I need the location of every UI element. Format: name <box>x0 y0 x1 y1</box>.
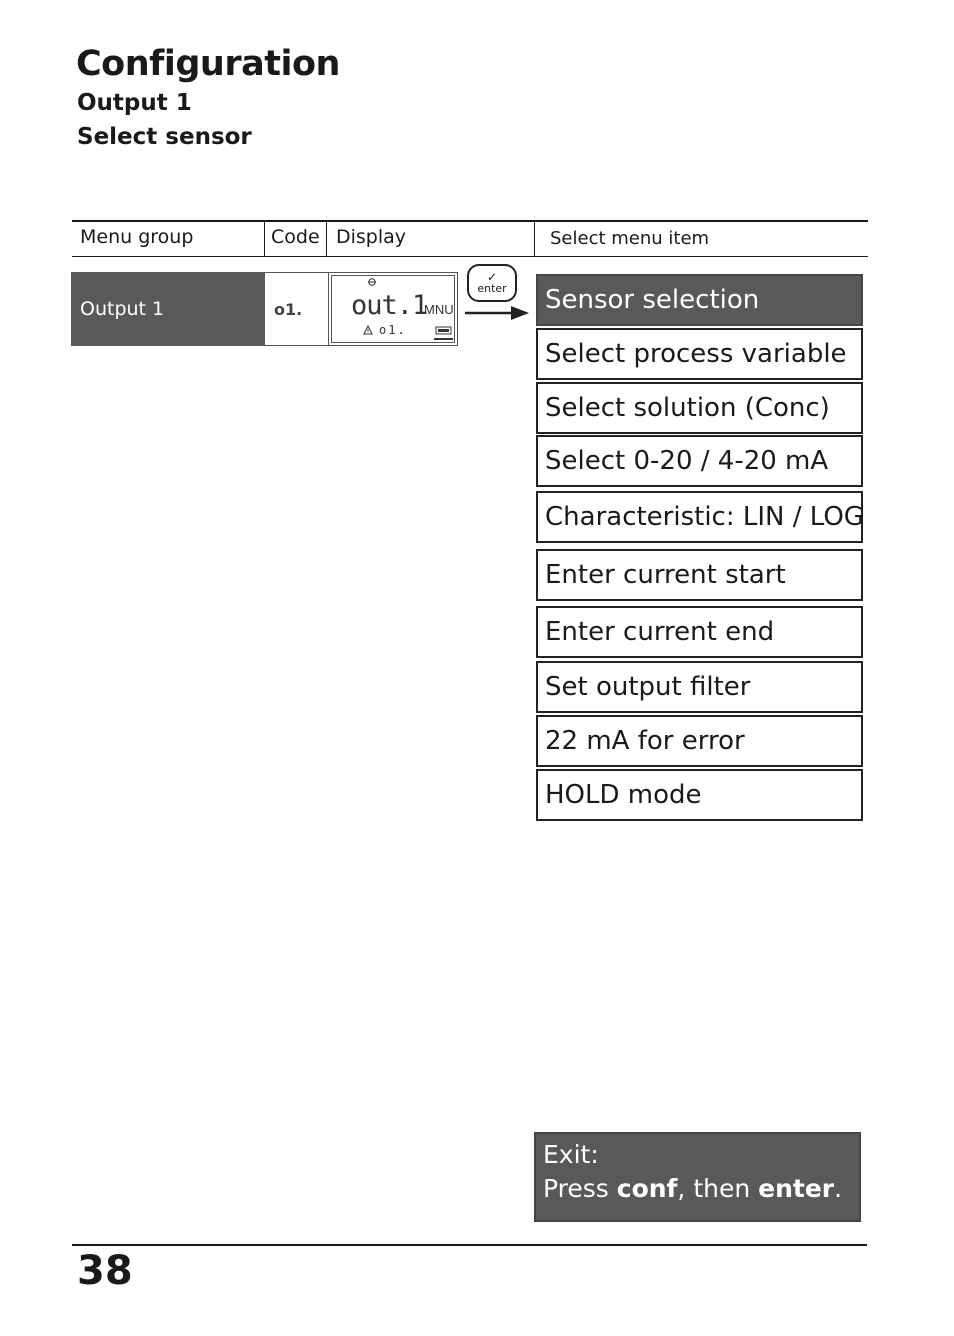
table-header-rule <box>72 256 868 257</box>
lcd-main-text: out.1 <box>351 290 428 321</box>
menu-item-label: 22 mA for error <box>545 726 745 756</box>
column-header-select-menu-item: Select menu item <box>550 228 710 249</box>
lcd-sub-text: o1. <box>379 323 407 337</box>
lcd-graphic <box>332 276 454 342</box>
menu-group-cell <box>71 272 265 346</box>
menu-item-22ma-for-error[interactable] <box>536 715 863 767</box>
exit-heading: Exit: <box>543 1140 599 1169</box>
column-divider <box>264 221 265 256</box>
warning-triangle-icon <box>364 326 372 334</box>
lcd-top-symbol-icon <box>368 279 376 285</box>
menu-item-label: Enter current end <box>545 617 775 647</box>
exit-instructions <box>534 1132 861 1222</box>
menu-item-sensor-selection[interactable] <box>536 274 863 326</box>
menu-item-label: HOLD mode <box>545 780 702 810</box>
menu-item-hold-mode[interactable] <box>536 769 863 821</box>
menu-item-select-current-range[interactable] <box>536 435 863 487</box>
battery-icon <box>434 327 453 339</box>
topic-subtitle: Select sensor <box>77 124 252 150</box>
checkmark-icon: ✓ <box>486 270 498 284</box>
lcd-mode-text: MNU <box>424 302 454 317</box>
menu-item-label: Select 0-20 / 4-20 mA <box>545 446 829 476</box>
conf-key-label: conf <box>616 1174 678 1203</box>
table-top-rule <box>72 220 868 222</box>
menu-item-set-output-filter[interactable] <box>536 661 863 713</box>
menu-item-enter-current-start[interactable] <box>536 549 863 601</box>
section-subtitle: Output 1 <box>77 90 192 116</box>
menu-item-label: Enter current start <box>545 560 786 590</box>
exit-text-period: . <box>834 1174 843 1203</box>
menu-item-label: Select solution (Conc) <box>545 393 830 423</box>
menu-item-characteristic[interactable] <box>536 491 863 543</box>
column-divider <box>534 221 535 256</box>
column-divider <box>326 221 327 256</box>
menu-item-label: Select process variable <box>545 339 847 369</box>
enter-key-label: enter <box>758 1174 835 1203</box>
menu-item-label: Characteristic: LIN / LOG <box>545 502 864 532</box>
page-title: Configuration <box>76 44 340 84</box>
menu-item-label: Sensor selection <box>545 285 760 315</box>
code-cell <box>264 272 329 346</box>
exit-text-then: , then <box>677 1174 759 1203</box>
code-label: o1. <box>274 299 303 319</box>
menu-item-select-process-variable[interactable] <box>536 328 863 380</box>
exit-text-press: Press <box>543 1174 617 1203</box>
column-header-menu-group: Menu group <box>80 226 194 248</box>
enter-button-label: enter <box>477 282 507 295</box>
footer-rule <box>72 1244 867 1246</box>
page-number: 38 <box>77 1248 133 1294</box>
menu-item-enter-current-end[interactable] <box>536 606 863 658</box>
column-header-display: Display <box>336 226 407 248</box>
exit-instruction-line <box>543 1172 852 1206</box>
lcd-display <box>331 275 455 343</box>
enter-button[interactable] <box>467 264 517 302</box>
menu-item-label: Set output filter <box>545 672 751 702</box>
menu-item-select-solution[interactable] <box>536 382 863 434</box>
menu-group-label: Output 1 <box>80 298 165 320</box>
arrow-right-icon <box>463 303 533 323</box>
column-header-code: Code <box>271 226 320 248</box>
